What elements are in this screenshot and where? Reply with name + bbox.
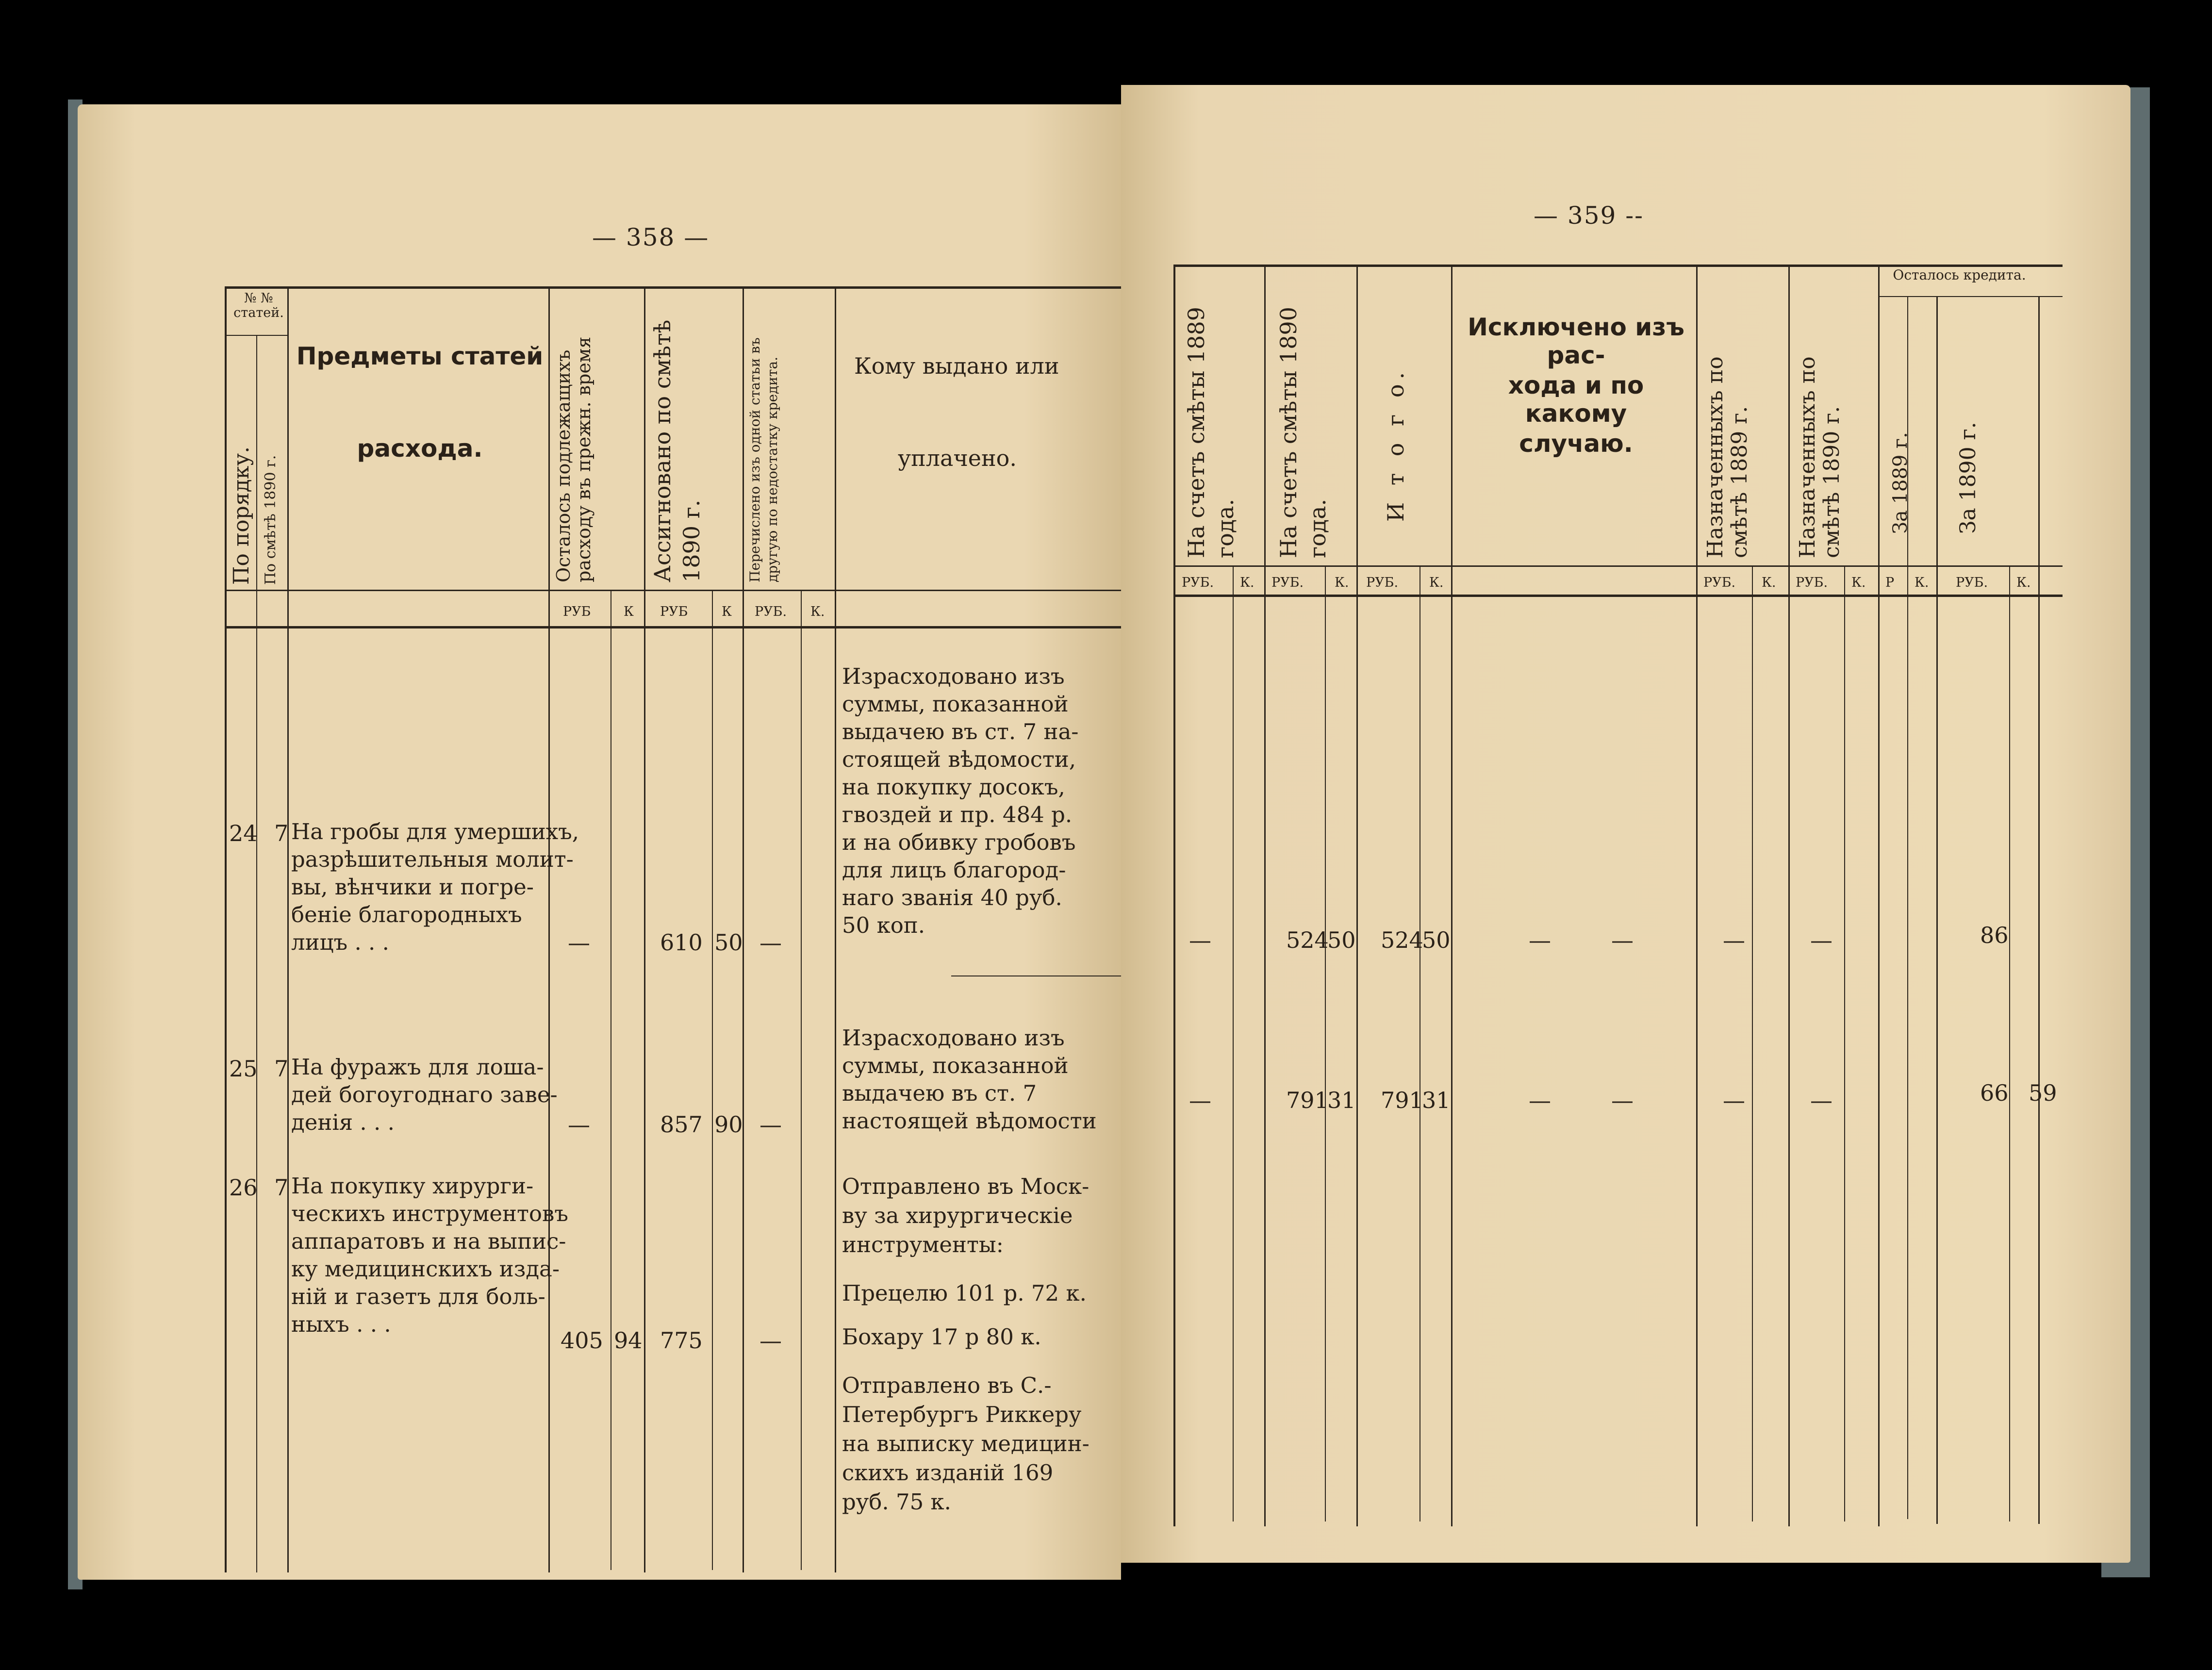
credit-group-header: Осталось кредита. [1893,267,2026,283]
row-assigned-1890: — [1810,927,1832,953]
col-total-header: И т о г о. [1383,367,1409,522]
row-1890-k: 31 [1327,1087,1356,1113]
row-excluded: — [1611,927,1634,953]
col-for-1890-header: За 1890 г. [1956,422,1981,534]
col-1889-header: На счетъ смѣты 1889 года. [1183,307,1238,558]
right-page [1121,85,2130,1563]
row-credit-1890-rub: 66 [1980,1080,2009,1106]
row-excluded: — [1611,1087,1634,1113]
unit-rub: РУБ. [755,604,787,619]
col-estimate-header: По смѣтѣ 1890 г. [262,455,279,585]
recipient-header-line1: Кому выдано или [854,353,1059,379]
col-assigned-1889-header: Назначенныхъ по смѣтѣ 1889 г. [1703,356,1752,558]
row-1890-rub: 791 [1286,1087,1329,1113]
row-recipient: Израсходовано изъ суммы, показанной выдачею въ ст. 7 настоящей вѣдомости [842,1025,1097,1134]
row-1889: — [1189,1087,1211,1113]
row-credit-1890-k: 59 [2029,1080,2057,1106]
row-total-k: 50 [1422,927,1451,953]
unit-k: К [722,604,732,619]
row-recipient: Израсходовано изъ суммы, показанной выдачею въ ст. 7 на- стоящей вѣдомости, на покупку досокъ, гвоздей и пр. 484 р. и на обивку гробовъ для лицъ благород- наго званія 40 руб. 50 коп. [842,663,1079,938]
row-1890-k: 50 [1327,927,1356,953]
row-excluded: — [1529,927,1551,953]
row-assigned-k: 50 [714,929,743,956]
subject-header-line1: Предметы статей [296,342,544,370]
page-number: — 358 — [592,223,710,251]
col-assigned-1890-header: Назначенныхъ по смѣтѣ 1890 г. [1795,356,1844,558]
unit-rub: РУБ. [1182,575,1214,590]
unit-k: К. [1915,575,1929,590]
row-subject: На гробы для умершихъ, разрѣшительныя молит- вы, вѣнчики и погре- беніе благородныхъ лицъ . . . [291,819,579,955]
row-order: 26 [229,1174,258,1201]
excluded-header-line3: случаю. [1519,430,1633,458]
row-assigned-1890: — [1810,1087,1832,1113]
row-article: 7 [274,1056,289,1082]
unit-rub: РУБ [563,604,591,619]
unit-k: К. [1762,575,1776,590]
excluded-header-line2: хода и по какому [1508,371,1644,428]
unit-rub: РУБ. [1956,575,1988,590]
row-total-rub: 524 [1381,927,1423,953]
row-order: 25 [229,1056,258,1082]
unit-rub: РУБ. [1796,575,1828,590]
row-total-rub: 791 [1381,1087,1423,1113]
row-1890-rub: 524 [1286,927,1329,953]
row-1889: — [1189,927,1211,953]
row-remaining: — [568,929,590,956]
col-order-header: По порядку. [229,446,254,585]
row-recipient: Отправлено въ Моск- ву за хирургическіе инструменты: Прецелю 101 р. 72 к. Бохару 17 р 80 к. Отправлено въ С.- Петербургъ Риккеру на выписку медицин- скихъ изданій 169 руб. 75 к. [842,1174,1089,1515]
row-subject: На покупку хирурги- ческихъ инструментовъ аппаратовъ и на выпис- ку медицинскихъ изда- ній и газетъ для боль- ныхъ . . . [291,1173,568,1337]
row-transferred: — [759,929,782,956]
recipient-header-line2: уплачено. [898,445,1017,471]
row-transferred: — [759,1327,782,1354]
col-remaining-header: Осталось подлежащихъ расходу въ прежн. время [553,336,594,582]
row-assigned-1889: — [1723,1087,1745,1113]
unit-k: К. [810,604,825,619]
unit-k: К. [2016,575,2031,590]
unit-k: К. [1335,575,1349,590]
unit-k: К. [1240,575,1255,590]
excluded-header-line1: Исключено изъ рас- [1468,313,1684,369]
unit-rub: РУБ [660,604,688,619]
subject-header-line2: расхода. [357,434,483,463]
row-assigned-rub: 775 [660,1327,703,1354]
unit-rub: РУБ. [1366,575,1399,590]
left-page [78,104,1121,1580]
row-assigned-k: 90 [714,1111,743,1138]
row-article: 7 [274,820,289,846]
row-assigned-1889: — [1723,927,1745,953]
row-transferred: — [759,1111,782,1138]
col-for-1889-header: За 1889 г. [1889,432,1912,534]
unit-r: Р [1885,575,1895,590]
article-numbers-header: № № статей. [233,291,284,320]
row-total-k: 31 [1422,1087,1451,1113]
unit-rub: РУБ. [1271,575,1304,590]
row-remaining: — [568,1111,590,1138]
unit-k: К [624,604,634,619]
col-1890-header: На счетъ смѣты 1890 года. [1275,307,1331,558]
page-number: — 359 -- [1534,201,1644,230]
row-assigned-rub: 610 [660,929,703,956]
unit-k: К. [1851,575,1866,590]
row-credit-1890-rub: 86 [1980,922,2009,948]
col-transferred-header: Перечислено изъ одной статьи въ другую по недостатку кредита. [747,337,780,582]
row-subject: На фуражъ для лоша- дей богоугоднаго заве- денія . . . [291,1054,558,1135]
row-order: 24 [229,820,258,846]
unit-k: К. [1429,575,1444,590]
row-article: 7 [274,1174,289,1201]
row-remaining-rub: 405 [561,1327,603,1354]
row-remaining-k: 94 [614,1327,643,1354]
row-excluded: — [1529,1087,1551,1113]
row-assigned-rub: 857 [660,1111,703,1138]
col-assigned-header: Ассигновано по смѣтѣ 1890 г. [649,319,705,582]
unit-rub: РУБ. [1703,575,1736,590]
